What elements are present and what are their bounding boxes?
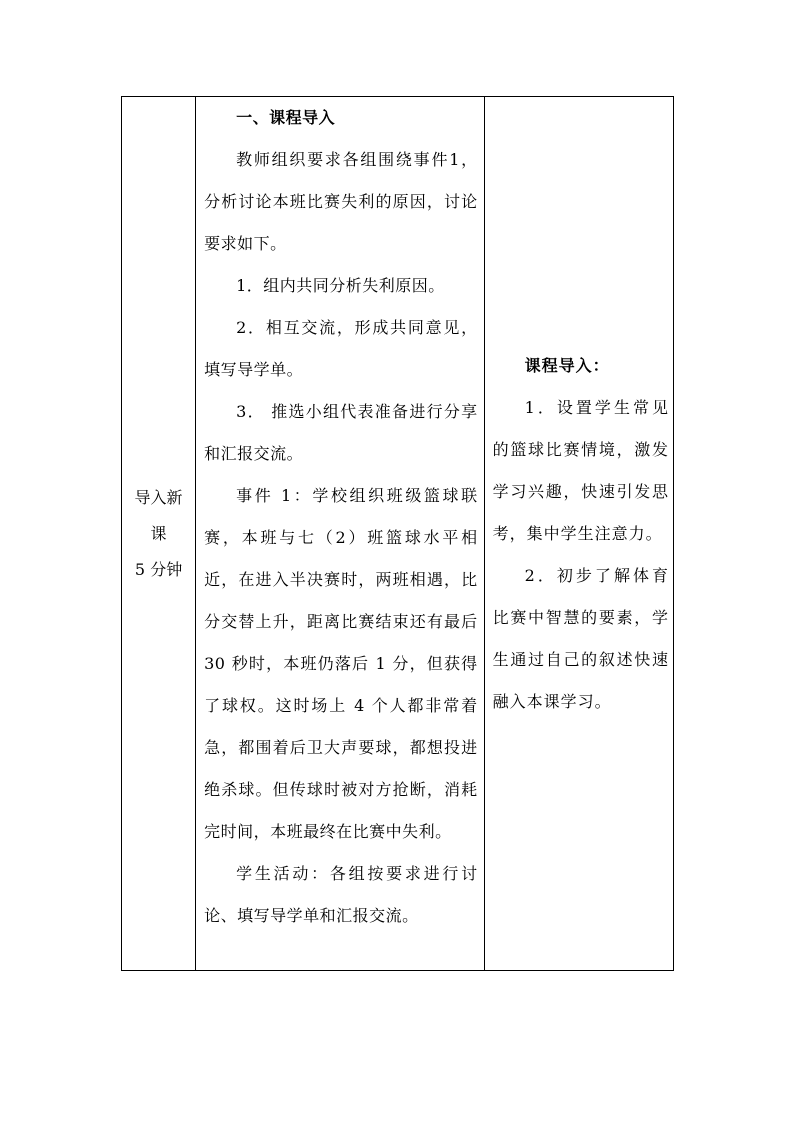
stage-cell	[122, 97, 196, 971]
stage-name-line2: 课	[150, 523, 167, 543]
design-paragraph-1: 1．设置学生常见的篮球比赛情境，激发学习兴趣，快速引发思考，集中学生注意力。	[492, 397, 669, 543]
design-heading: 课程导入：	[524, 355, 610, 375]
content-paragraph-activity: 学生活动：各组按要求进行讨论、填写导学单和汇报交流。	[204, 864, 478, 925]
content-paragraph-step1: 1．组内共同分析失利原因。	[236, 276, 445, 295]
design-intent-cell	[484, 97, 673, 971]
content-paragraph-step2: 2．相互交流，形成共同意见，填写导学单。	[204, 318, 478, 379]
design-paragraph-2: 2．初步了解体育比赛中智慧的要素，学生通过自己的叙述快速融入本课学习。	[492, 565, 669, 711]
content-heading: 一、课程导入	[236, 108, 336, 127]
stage-duration: 5 分钟	[134, 559, 183, 579]
content-paragraph-step3: 3． 推选小组代表准备进行分享和汇报交流。	[204, 402, 478, 463]
content-paragraph-requirements: 教师组织要求各组围绕事件1，分析讨论本班比赛失利的原因，讨论要求如下。	[204, 150, 478, 253]
stage-name-line1: 导入新	[134, 487, 183, 507]
content-paragraph-event: 事件 1：学校组织班级篮球联赛，本班与七（2）班篮球水平相近，在进入半决赛时，两班相遇，比分交替上升，距离比赛结束还有最后 30 秒时，本班仍落后 1 分，但获得了球权。这时场上 4 个人都非常着急，都围着后卫大声要球，都想投进绝杀球。但传球时被对方抢断，消耗完时间，本班最终在比赛中失利。	[204, 486, 478, 841]
teaching-content-cell	[196, 97, 485, 971]
table-row	[122, 97, 674, 971]
lesson-plan-table	[121, 96, 674, 971]
